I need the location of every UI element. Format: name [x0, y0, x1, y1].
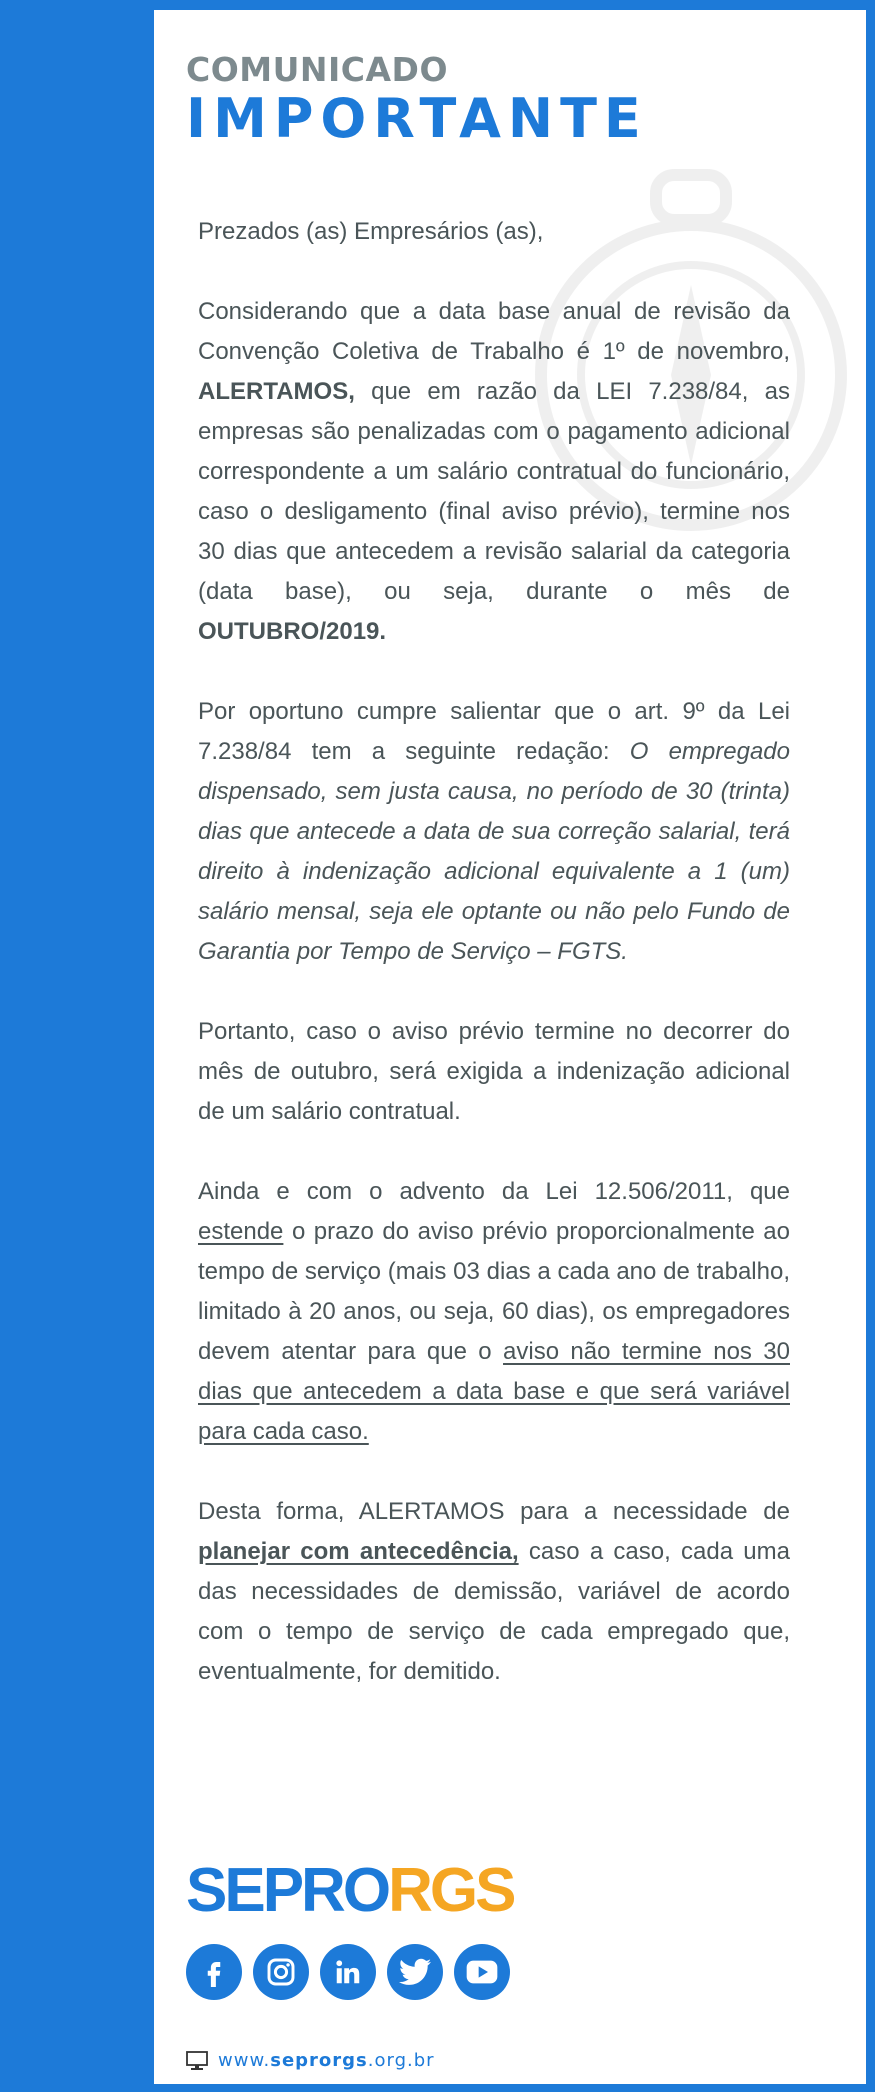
p5-bold-plan: planejar com antecedência, [198, 1538, 519, 1565]
seprorgs-logo[interactable] [186, 1856, 514, 1925]
p5-text-a: Desta forma, ALERTAMOS para a necessidade de [198, 1498, 790, 1525]
website-link[interactable] [186, 2050, 435, 2071]
linkedin-icon[interactable] [320, 1944, 376, 2000]
paragraph-1 [198, 292, 790, 652]
social-links [186, 1944, 510, 2000]
site-prefix: www. [218, 2050, 271, 2071]
paragraph-5 [198, 1492, 790, 1692]
p1-bold-month: OUTUBRO/2019. [198, 618, 387, 645]
facebook-icon[interactable] [186, 1944, 242, 2000]
headline-title: IMPORTANTE [186, 87, 648, 151]
youtube-icon[interactable] [454, 1944, 510, 2000]
logo-part-rgs: RGS [388, 1856, 514, 1925]
site-domain: seprorgs [270, 2050, 368, 2071]
site-suffix: .org.br [367, 2050, 435, 2071]
p2-law-quote: O empregado dispensado, sem justa causa, no período de 30 (trinta) dias que antecede a data de sua correção salarial, terá direito à indenização adicional equivalente a 1 (um) salário mensal, seja ele optante ou não pelo Fundo de Garantia por Tempo de Serviço – FGTS. [198, 738, 790, 965]
p4-text-b: o prazo do aviso prévio proporcionalmente ao tempo de serviço (mais 03 dias a cada ano de trabalho, limitado à 20 anos, ou seja, 60 dias), os empregadores devem atentar para que o [198, 1218, 791, 1365]
computer-icon [186, 2051, 208, 2071]
paragraph-2 [198, 692, 790, 972]
p4-text-a: Ainda e com o advento da Lei 12.506/2011, que [198, 1178, 790, 1205]
p2-text-a: Por oportuno cumpre salientar que o art. 9º da Lei 7.238/84 tem a seguinte redação: [198, 698, 790, 765]
paragraph-3: Portanto, caso o aviso prévio termine no decorrer do mês de outubro, será exigida a indenização adicional de um salário contratual. [198, 1018, 790, 1125]
p1-text-b: que em razão da LEI 7.238/84, as empresas são penalizadas com o pagamento adicional correspondente a um salário contratual do funcionário, caso o desligamento (final aviso prévio), termine nos 30 dias que antecedem a revisão salarial da categoria (data base), ou seja, durante o mês de [198, 378, 790, 605]
website-url [218, 2050, 435, 2071]
p1-bold-alert: ALERTAMOS, [198, 378, 355, 405]
greeting: Prezados (as) Empresários (as), [198, 218, 544, 245]
paragraph-4 [198, 1172, 790, 1452]
kicker-title: COMUNICADO [186, 50, 449, 89]
p4-underline-extends: estende [198, 1218, 284, 1245]
header [186, 52, 648, 150]
p5-text-b: caso a caso, cada uma das necessidades de demissão, variável de acordo com o tempo de serviço de cada empregado que, eventualmente, for demitido. [198, 1538, 790, 1685]
notice-body [198, 212, 790, 1732]
logo-part-sepro: SEPRO [186, 1856, 389, 1925]
p4-underline-warning: aviso não termine nos 30 dias que antecedem a data base e que será variável para cada caso. [198, 1338, 790, 1445]
p1-text-a: Considerando que a data base anual de revisão da Convenção Coletiva de Trabalho é 1º de novembro, [198, 298, 790, 365]
flyer-card [154, 10, 866, 2084]
twitter-icon[interactable] [387, 1944, 443, 2000]
instagram-icon[interactable] [253, 1944, 309, 2000]
